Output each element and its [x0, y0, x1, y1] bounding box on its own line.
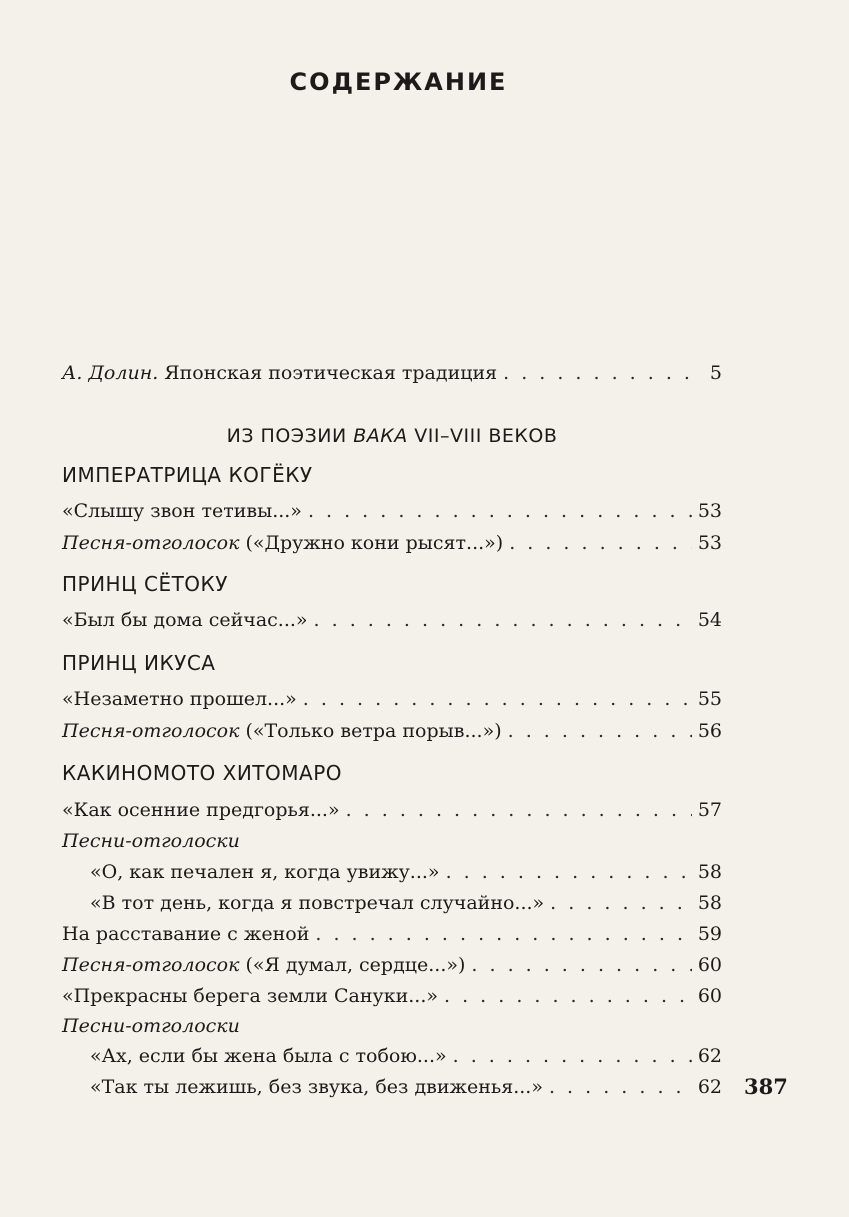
toc-entry-title: «Прекрасны берега земли Сануки...» [62, 985, 438, 1007]
dot-leader [444, 985, 692, 1007]
dot-leader [446, 861, 692, 883]
toc-entry-title: «О, как печален я, когда увижу...» [90, 861, 440, 883]
toc-page-number: 62 [697, 1045, 722, 1067]
toc-entry-title: «Так ты лежишь, без звука, без движенья...» [90, 1076, 543, 1098]
section-heading: ПРИНЦ СЁТОКУ [62, 572, 228, 596]
entry-text: («Только ветра порыв...») [239, 720, 502, 742]
toc-entry-title: «В тот день, когда я повстречал случайно...» [90, 892, 545, 914]
toc-entry [90, 861, 722, 883]
toc-page-number: 59 [697, 923, 722, 945]
dot-leader [503, 362, 692, 384]
toc-page-number: 60 [697, 985, 722, 1007]
toc-page-number: 62 [697, 1076, 722, 1098]
toc-entry [62, 799, 722, 821]
part-heading-suffix: VII–VIII ВЕКОВ [407, 425, 558, 447]
page-folio-number: 387 [744, 1074, 788, 1099]
dot-leader [303, 688, 692, 710]
entry-text: («Дружно кони рысят...») [239, 532, 504, 554]
toc-entry [62, 923, 722, 945]
subgroup-label: Песни-отголоски [62, 830, 240, 852]
dot-leader [549, 1076, 692, 1098]
toc-entry-preface [62, 362, 722, 384]
part-heading-prefix: ИЗ ПОЭЗИИ [226, 425, 354, 447]
dot-leader [346, 799, 692, 821]
toc-entry [90, 1045, 722, 1067]
dot-leader [308, 500, 692, 522]
part-heading [62, 425, 722, 447]
toc-entry-title [62, 954, 465, 976]
toc-page-number: 53 [697, 532, 722, 554]
toc-page-number: 5 [709, 362, 722, 384]
toc-entry [62, 609, 722, 631]
toc-page-number: 60 [697, 954, 722, 976]
entry-text: («Я думал, сердце...») [239, 954, 466, 976]
toc-entry-title: «Слышу звон тетивы...» [62, 500, 302, 522]
toc-entry [62, 500, 722, 522]
dot-leader [453, 1045, 692, 1067]
toc-entry [62, 954, 722, 976]
toc-entry-title: «Как осенние предгорья...» [62, 799, 340, 821]
toc-entry [62, 720, 722, 742]
toc-entry-title [62, 720, 502, 742]
section-heading: ИМПЕРАТРИЦА КОГЁКУ [62, 463, 313, 487]
entry-genre: Песня-отголосок [62, 720, 240, 742]
toc-entry [90, 1076, 722, 1098]
subgroup-label: Песни-отголоски [62, 1015, 240, 1037]
toc-entry-title: «Был бы дома сейчас...» [62, 609, 308, 631]
toc-entry [62, 688, 722, 710]
toc-page-number: 58 [697, 861, 722, 883]
toc-page-number: 58 [697, 892, 722, 914]
toc-entry-title [62, 362, 497, 384]
entry-genre: Песня-отголосок [62, 532, 240, 554]
toc-page-number: 53 [697, 500, 722, 522]
preface-title: Японская поэтическая традиция [158, 362, 498, 384]
dot-leader [509, 532, 692, 554]
dot-leader [550, 892, 692, 914]
page-title: СОДЕРЖАНИЕ [289, 68, 508, 96]
dot-leader [315, 923, 691, 945]
toc-page-number: 55 [697, 688, 722, 710]
toc-entry [90, 892, 722, 914]
toc-entry [62, 985, 722, 1007]
preface-author: А. Долин. [62, 362, 159, 384]
toc-page-number: 57 [697, 799, 722, 821]
entry-genre: Песня-отголосок [62, 954, 240, 976]
dot-leader [471, 954, 691, 976]
dot-leader [508, 720, 692, 742]
section-heading: КАКИНОМОТО ХИТОМАРО [62, 761, 342, 785]
part-heading-italic: ВАКА [353, 425, 408, 447]
toc-page-number: 54 [697, 609, 722, 631]
dot-leader [314, 609, 692, 631]
toc-entry-title: «Ах, если бы жена была с тобою...» [90, 1045, 447, 1067]
toc-entry-title [62, 532, 503, 554]
toc-entry-title: На расставание с женой [62, 923, 310, 945]
toc-entry [62, 532, 722, 554]
section-heading: ПРИНЦ ИКУСА [62, 651, 216, 675]
toc-page-number: 56 [697, 720, 722, 742]
toc-entry-title: «Незаметно прошел...» [62, 688, 297, 710]
